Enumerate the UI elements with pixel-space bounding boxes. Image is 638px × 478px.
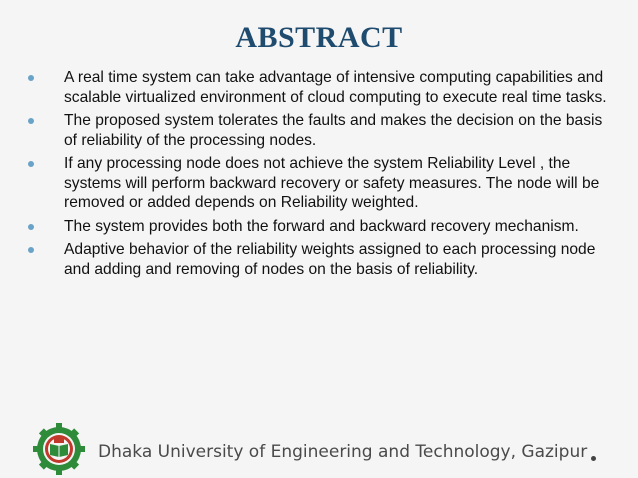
bullet-text: Adaptive behavior of the reliability weights assigned to each processing node and adding and removing of nodes on the basis of reliability. <box>64 241 596 278</box>
footer-dot-icon <box>591 456 596 461</box>
bullet-text: The proposed system tolerates the faults and makes the decision on the basis of reliability of the processing nodes. <box>64 112 603 149</box>
bullet-text: The system provides both the forward and backward recovery mechanism. <box>64 217 579 235</box>
bullet-dot-icon <box>28 118 34 124</box>
bullet-item <box>24 217 608 237</box>
university-seal-icon <box>30 422 88 476</box>
bullet-dot-icon <box>28 75 34 81</box>
slide-title: ABSTRACT <box>235 21 403 54</box>
bullet-dot-icon <box>28 224 34 230</box>
footer <box>0 418 638 478</box>
footer-university-name: Dhaka University of Engineering and Technology, Gazipur <box>98 442 588 462</box>
bullet-item <box>24 68 608 107</box>
bullet-dot-icon <box>28 247 34 253</box>
bullet-dot-icon <box>28 161 34 167</box>
bullet-item <box>24 154 608 213</box>
bullet-text: If any processing node does not achieve the system Reliability Level , the systems will perform backward recovery or safety measures. The node will be removed or added depends on Reliability weighted. <box>64 155 600 211</box>
bullet-list <box>24 68 608 283</box>
bullet-text: A real time system can take advantage of intensive computing capabilities and scalable virtualized environment of cloud computing to execute real time tasks. <box>64 69 607 106</box>
bullet-item <box>24 240 608 279</box>
bullet-item <box>24 111 608 150</box>
